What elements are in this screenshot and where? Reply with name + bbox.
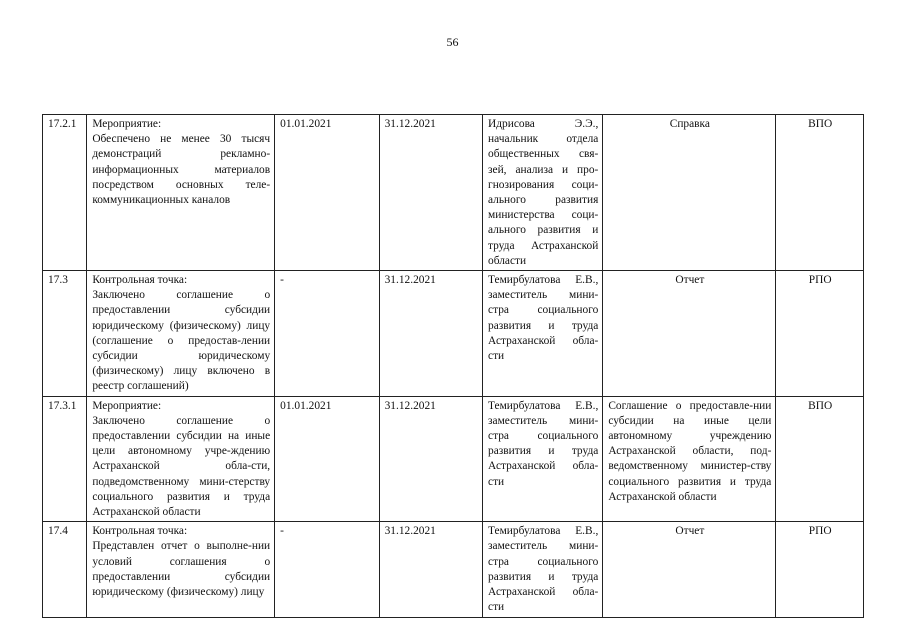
event-text: Обеспечено не менее 30 тысяч демонстраций рекламно-информационных материалов посредством основных теле-коммуникационных каналов (92, 133, 271, 207)
result-document: Справка (603, 115, 776, 271)
event-cell (87, 396, 275, 522)
table-row (43, 271, 864, 397)
event-cell (87, 115, 275, 271)
start-date: - (275, 271, 379, 397)
event-type: Контрольная точка: (92, 274, 188, 287)
control-level: ВПО (776, 115, 864, 271)
event-text: Заключено соглашение о предоставлении субсидии на иные цели автономному учре-ждению Астраханской обла-сти, подведомственному мини-стерству социального развития и труда Астраханской области (92, 414, 271, 519)
table-row (43, 396, 864, 522)
table-row (43, 115, 864, 271)
control-level: РПО (776, 271, 864, 397)
row-number: 17.3.1 (43, 396, 87, 522)
event-type: Мероприятие: (92, 118, 162, 130)
row-number: 17.2.1 (43, 115, 87, 271)
control-level: РПО (776, 522, 864, 617)
result-document: Отчет (603, 271, 776, 397)
result-document: Соглашение о предоставле-нии субсидии на иные цели автономному учреждению Астраханской области, под-ведомственному министер-ству социального развития и труда Астраханской области (603, 396, 776, 522)
plan-table (42, 114, 864, 618)
event-type: Мероприятие: (92, 399, 162, 412)
page-number: 56 (446, 35, 459, 49)
event-text: Представлен отчет о выполне-нии условий соглашения о предоставлении субсидии юридическому (физическому) лицу (92, 540, 271, 599)
event-type: Контрольная точка: (92, 525, 188, 538)
start-date: - (275, 522, 379, 617)
row-number: 17.4 (43, 522, 87, 617)
responsible-person: Темирбулатова Е.В., заместитель мини-стра социального развития и труда Астраханской обла-сти (483, 271, 603, 397)
responsible-person: Идрисова Э.Э., начальник отдела общественных свя-зей, анализа и про-гнозирования соци-ального развития министерства соци-ального развития и труда Астраханской области (483, 115, 603, 271)
end-date: 31.12.2021 (379, 396, 482, 522)
start-date: 01.01.2021 (275, 115, 379, 271)
end-date: 31.12.2021 (379, 271, 482, 397)
end-date: 31.12.2021 (379, 522, 482, 617)
table-row (43, 522, 864, 617)
responsible-person: Темирбулатова Е.В., заместитель мини-стра социального развития и труда Астраханской обла-сти (483, 396, 603, 522)
start-date: 01.01.2021 (275, 396, 379, 522)
event-cell (87, 271, 275, 397)
responsible-person: Темирбулатова Е.В., заместитель мини-стра социального развития и труда Астраханской обла-сти (483, 522, 603, 617)
row-number: 17.3 (43, 271, 87, 397)
event-cell (87, 522, 275, 617)
event-text: Заключено соглашение о предоставлении субсидии юридическому (физическому) лицу (соглашение о предостав-лении субсидии юридическому (физическому) лицу включено в реестр соглашений) (92, 289, 271, 393)
end-date: 31.12.2021 (379, 115, 482, 271)
control-level: ВПО (776, 396, 864, 522)
result-document: Отчет (603, 522, 776, 617)
